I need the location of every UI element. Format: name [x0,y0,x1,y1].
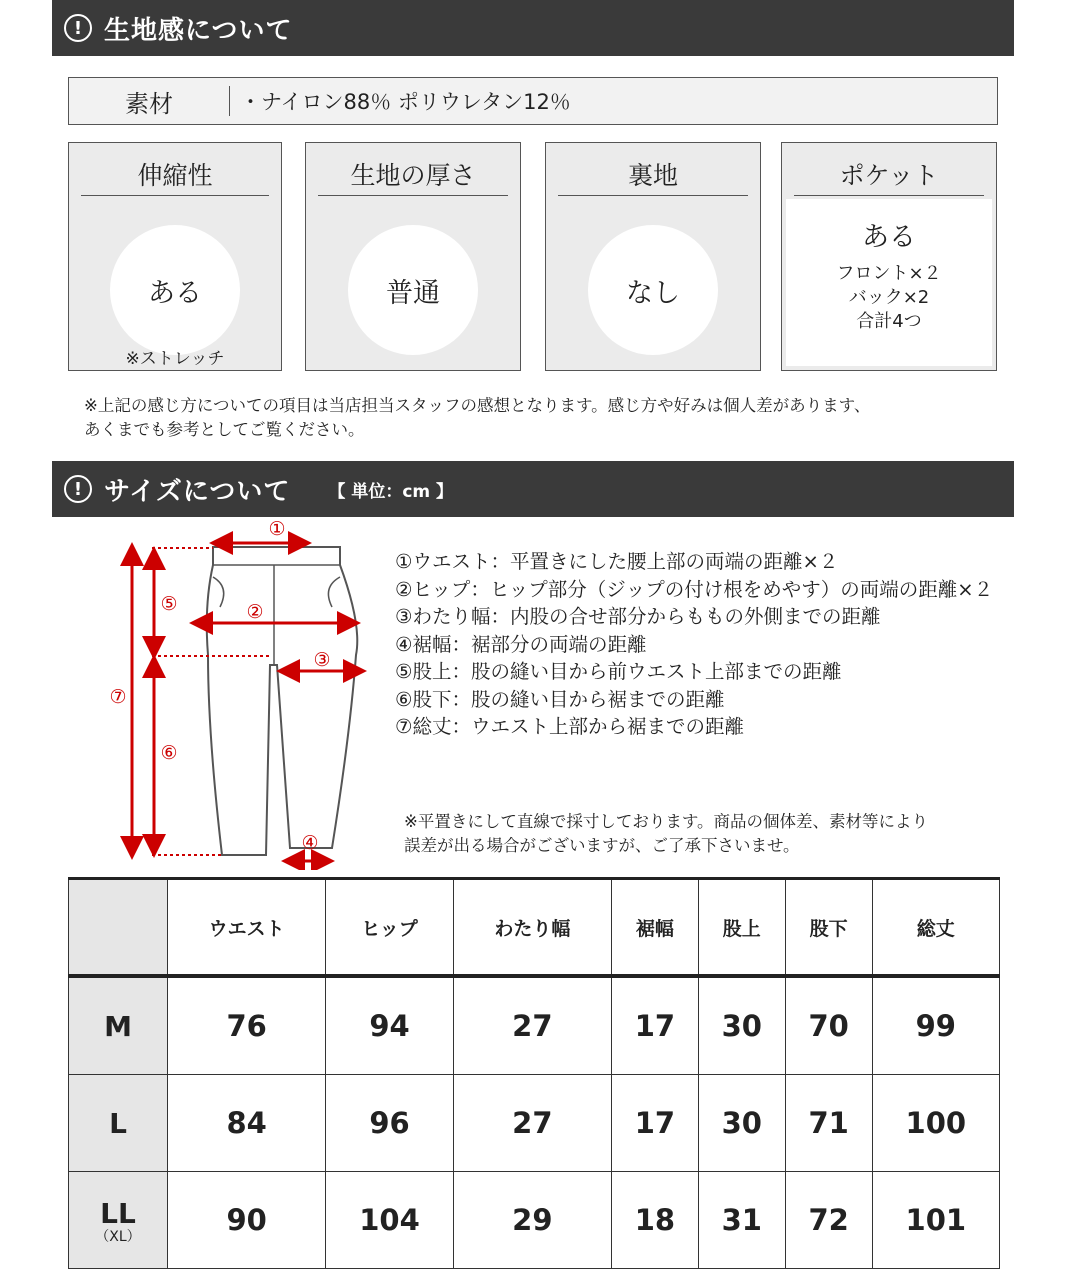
table-cell: 18 [611,1172,698,1269]
table-cell: 99 [872,976,999,1075]
legend-item: ⑦総丈：ウエスト上部から裾までの距離 [395,715,744,738]
legend-item: ③わたり幅：内股の合せ部分からももの外側までの距離 [395,605,881,628]
col-header: ヒップ [326,879,453,977]
disclaimer [84,394,870,442]
size-label-cell [69,1172,168,1269]
table-cell: 31 [698,1172,785,1269]
table-cell: 30 [698,976,785,1075]
legend-item: ⑤股上：股の縫い目から前ウエスト上部までの距離 [395,660,842,683]
card-note: ※ストレッチ [125,349,225,369]
table-cell: 100 [872,1075,999,1172]
pocket-card [781,142,997,371]
table-cell: 104 [326,1172,453,1269]
table-cell: 84 [168,1075,326,1172]
pants-outline [207,547,358,855]
col-header: 股下 [785,879,872,977]
table-cell: 27 [453,976,611,1075]
card-title: 裏地 [558,157,748,196]
size-label: LL [100,1196,136,1230]
card-value: 普通 [348,225,478,355]
label-4: ④ [301,832,319,854]
label-3: ③ [313,649,331,671]
disclaimer-line: ※上記の感じ方についての項目は当店担当スタッフの感想となります。感じ方や好みは個人差があります、 [84,396,871,415]
exclamation-icon: ! [64,475,92,503]
unit-label: 【 単位：cm 】 [328,481,454,502]
table-cell: 90 [168,1172,326,1269]
col-header: ウエスト [168,879,326,977]
lining-card [545,142,761,371]
corner-cell [69,879,168,977]
label-5: ⑤ [160,593,178,615]
col-header: 股上 [698,879,785,977]
exclamation-icon: ! [64,14,92,42]
table-cell: 94 [326,976,453,1075]
label-1: ① [268,518,286,540]
table-cell: 29 [453,1172,611,1269]
pocket-detail-box [786,199,992,366]
table-cell: 27 [453,1075,611,1172]
fabric-section-header [52,0,1014,56]
table-cell: 101 [872,1172,999,1269]
thickness-card [305,142,521,371]
card-title: ポケット [794,157,984,196]
pants-diagram [100,515,380,870]
size-label: L [69,1075,168,1172]
card-value: ある [862,222,916,253]
legend-item: ④裾幅：裾部分の両端の距離 [395,632,647,656]
table-cell: 17 [611,976,698,1075]
size-sublabel: （XL） [95,1228,141,1245]
fabric-section-title: 生地感について [104,15,293,46]
table-cell: 70 [785,976,872,1075]
card-value: ある [110,225,240,355]
table-row [69,1075,1000,1172]
size-label: M [69,976,168,1075]
table-cell: 76 [168,976,326,1075]
material-value: ・ナイロン88％ ポリウレタン12％ [240,90,571,114]
label-7: ⑦ [109,686,127,708]
size-table [68,877,1000,1269]
pocket-detail: フロント×２ [836,263,942,284]
material-label: 素材 [125,89,173,118]
legend-item: ①ウエスト：平置きにした腰上部の両端の距離×２ [395,550,839,573]
divider [229,86,230,116]
label-2: ② [246,601,264,623]
note-line: ※平置きにして直線で採寸しております。商品の個体差、素材等により [404,812,929,831]
label-6: ⑥ [160,742,178,764]
table-row [69,1172,1000,1269]
size-section-title: サイズについて [104,476,291,507]
note-line: 誤差が出る場合がございますが、ご了承下さいませ。 [404,836,800,855]
legend-item: ②ヒップ：ヒップ部分（ジップの付け根をめやす）の両端の距離×２ [395,577,994,601]
material-row [68,77,998,125]
legend-item: ⑥股下：股の縫い目から裾までの距離 [395,687,725,711]
size-section-header [52,461,1014,517]
table-cell: 30 [698,1075,785,1172]
table-cell: 96 [326,1075,453,1172]
table-cell: 17 [611,1075,698,1172]
pocket-detail: バック×2 [848,287,930,308]
card-title: 生地の厚さ [318,157,508,196]
pocket-detail: 合計4つ [856,311,922,332]
measurement-note [404,810,928,858]
col-header: 総丈 [872,879,999,977]
col-header: 裾幅 [611,879,698,977]
disclaimer-line: あくまでも参考としてご覧ください。 [84,420,365,439]
card-title: 伸縮性 [81,157,269,196]
table-cell: 72 [785,1172,872,1269]
measurement-legend [395,548,993,741]
table-cell: 71 [785,1075,872,1172]
col-header: わたり幅 [453,879,611,977]
card-value: なし [588,225,718,355]
table-row [69,976,1000,1075]
stretch-card [68,142,282,371]
